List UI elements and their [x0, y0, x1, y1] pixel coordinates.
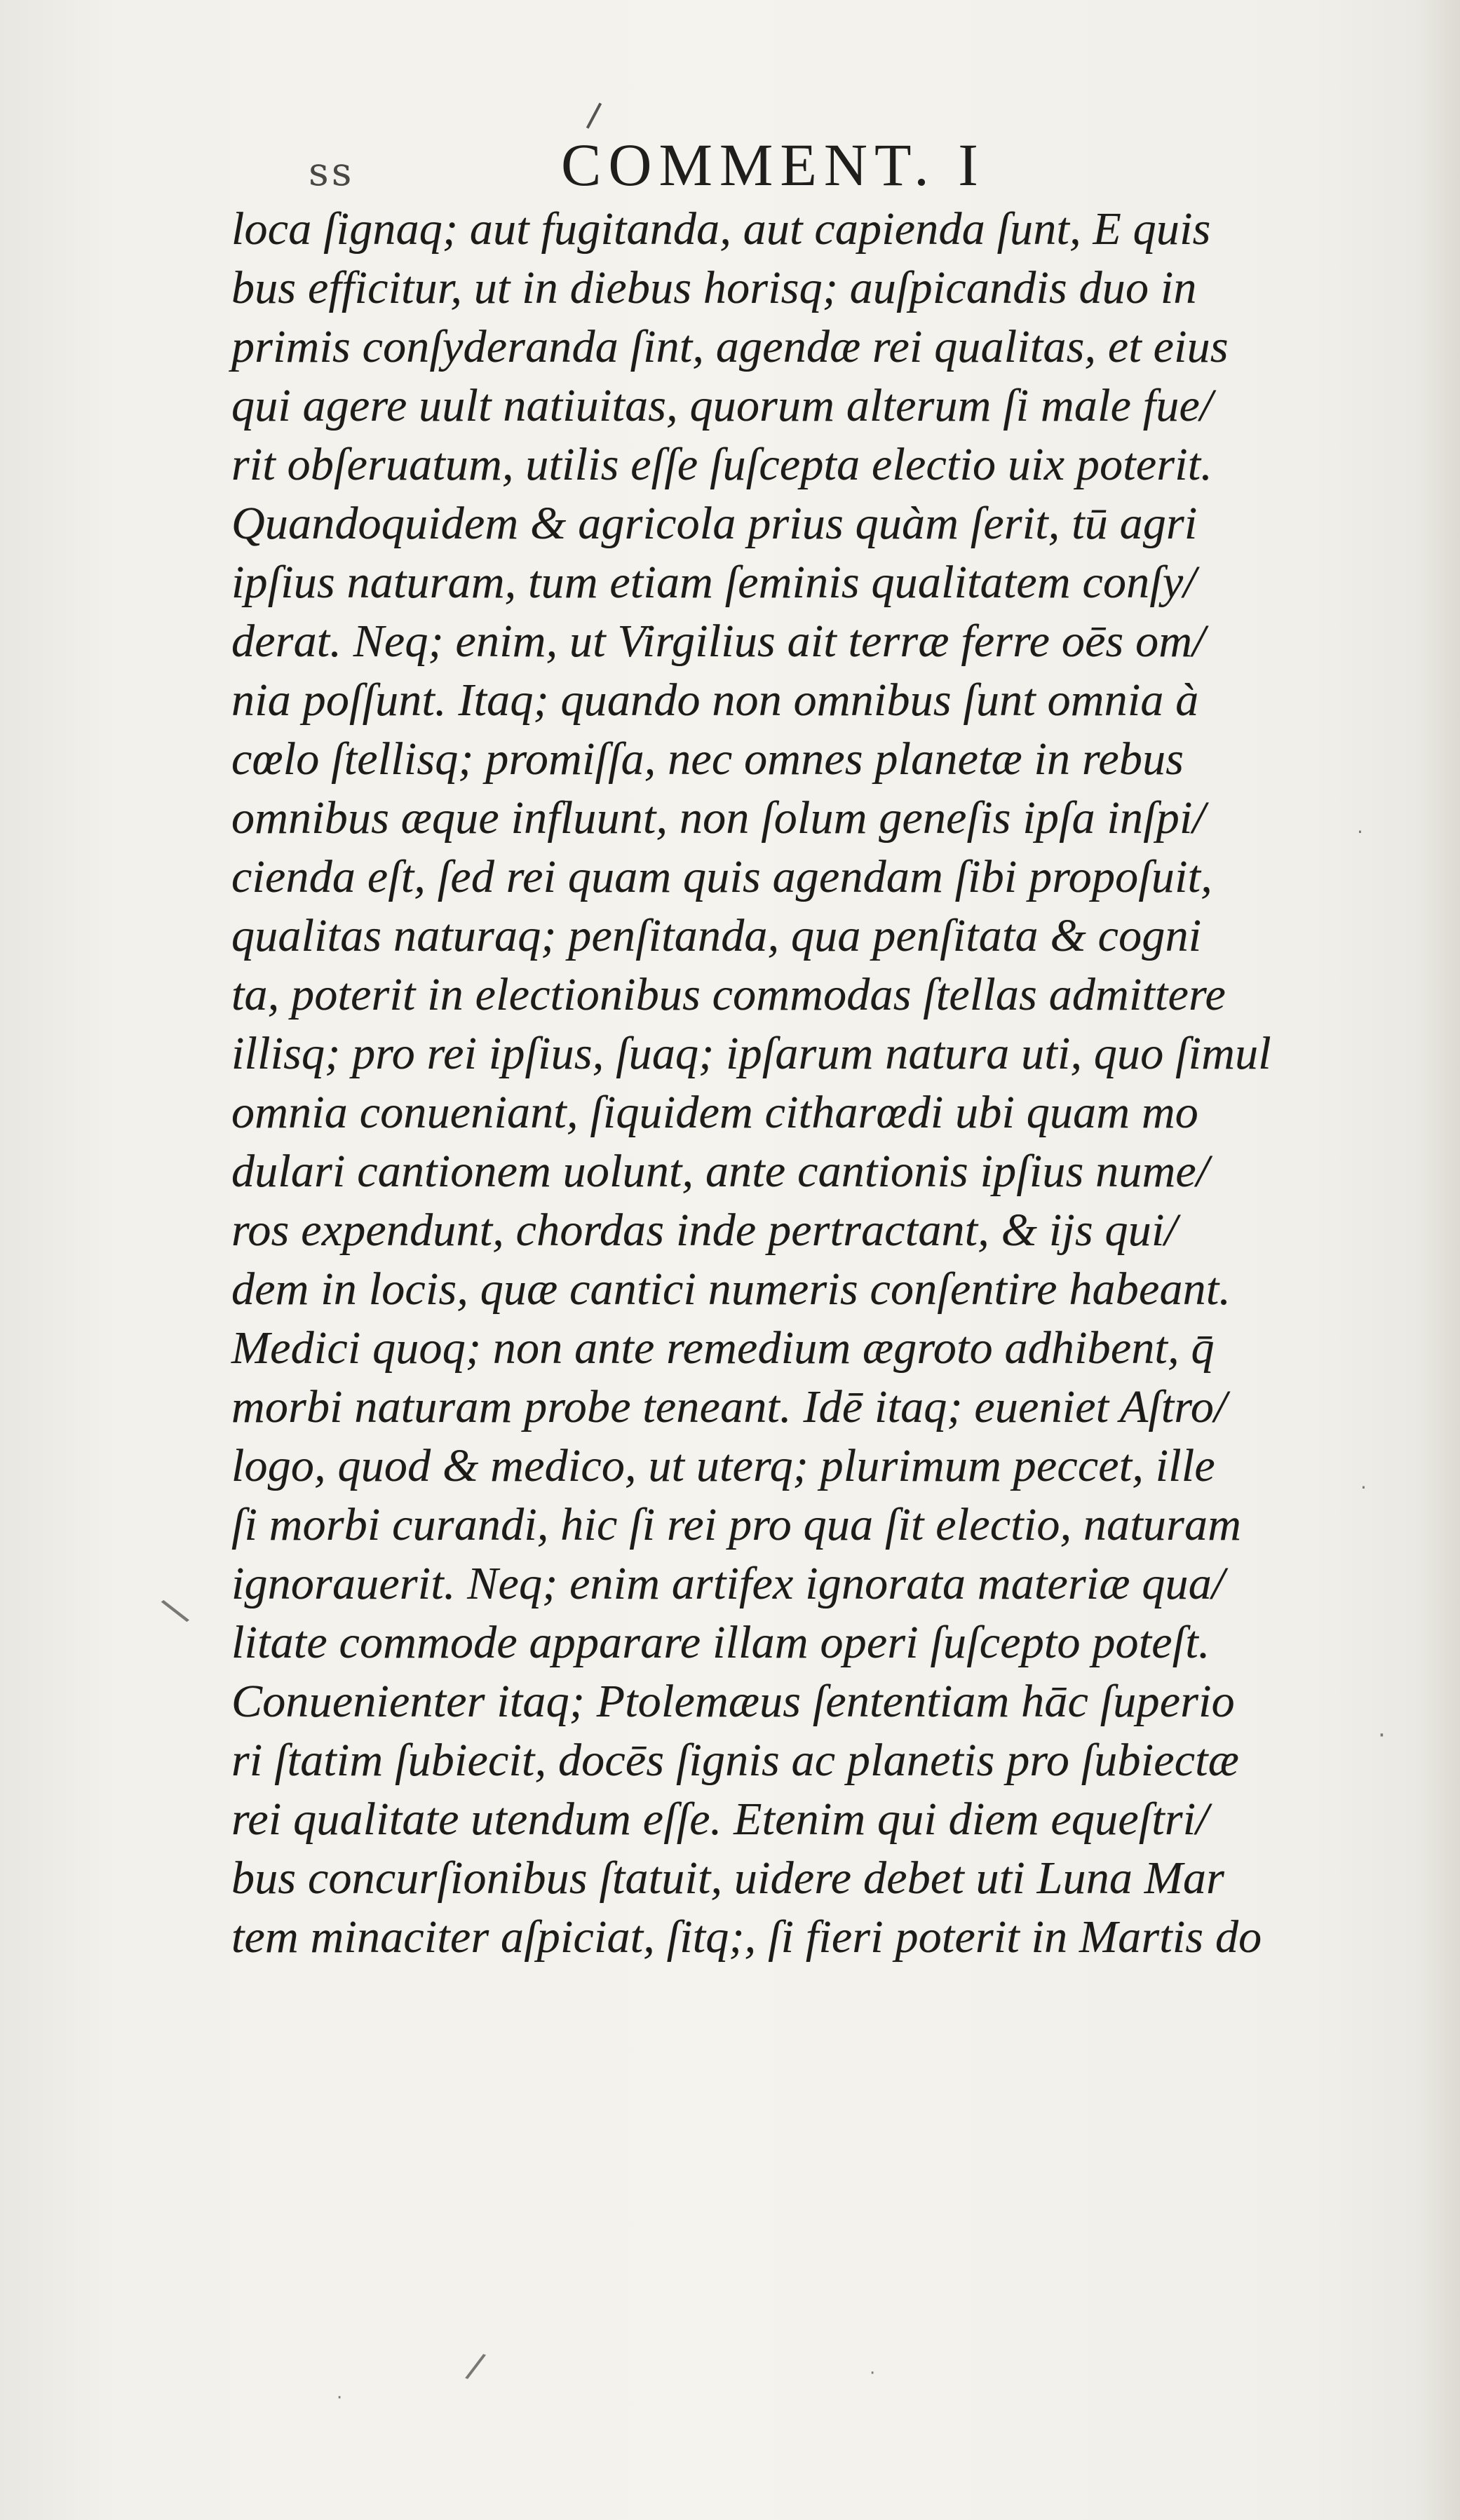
- ink-tick-mark: [586, 102, 602, 128]
- text-line: omnia conueniant, ſiquidem citharœdi ubi quam mo: [231, 1087, 1199, 1138]
- text-line: tem minaciter aſpiciat, ſitq;, ſi fieri poterit in Martis do: [231, 1911, 1262, 1963]
- text-line: loca ſignaq; aut fugitanda, aut capienda ſunt, E quis: [231, 203, 1211, 255]
- text-line: ta, poterit in electionibus commodas ſtellas admittere: [231, 969, 1226, 1020]
- text-line: ri ſtatim ſubiecit, docēs ſignis ac planetis pro ſubiectæ: [231, 1735, 1239, 1786]
- margin-stroke: \: [156, 1588, 193, 1632]
- text-line: ros expendunt, chordas inde pertractant, & ijs qui/: [231, 1205, 1178, 1256]
- text-line: qualitas naturaq; penſitanda, qua penſitata & cogni: [231, 910, 1202, 961]
- text-line: rei qualitate utendum eſſe. Etenim qui diem equeſtri/: [231, 1794, 1209, 1845]
- text-line: rit obſeruatum, utilis eſſe ſuſcepta electio uix poterit.: [231, 439, 1212, 490]
- text-line: dulari cantionem uolunt, ante cantionis ipſius nume/: [231, 1146, 1210, 1197]
- margin-speck: ·: [337, 2387, 343, 2409]
- text-line: nia poſſunt. Itaq; quando non omnibus ſunt omnia à: [231, 675, 1199, 726]
- text-line: morbi naturam probe teneant. Idē itaq; eueniet Aſtro/: [231, 1381, 1227, 1432]
- text-line: derat. Neq; enim, ut Virgilius ait terræ ferre oēs om/: [231, 616, 1205, 667]
- margin-stroke: /: [463, 2344, 489, 2387]
- text-line: Conuenienter itaq; Ptolemæus ſententiam hāc ſuperio: [231, 1676, 1235, 1727]
- text-line: ipſius naturam, tum etiam ſeminis qualitatem conſy/: [231, 557, 1196, 608]
- margin-speck: ·: [1357, 820, 1363, 844]
- margin-speck: ·: [1378, 1721, 1386, 1749]
- text-line: omnibus æque influunt, non ſolum geneſis ipſa inſpi/: [231, 792, 1206, 844]
- text-line: ignorauerit. Neq; enim artifex ignorata materiæ qua/: [231, 1558, 1225, 1609]
- text-line: illisq; pro rei ipſius, ſuaq; ipſarum natura uti, quo ſimul: [231, 1028, 1271, 1079]
- text-line: bus concurſionibus ſtatuit, uidere debet uti Luna Mar: [231, 1852, 1225, 1904]
- running-head: COMMENT. I: [561, 131, 985, 198]
- gutter-shadow: [1418, 0, 1460, 2520]
- folio-number: ss: [309, 149, 355, 195]
- text-line: logo, quod & medico, ut uterq; plurimum peccet, ille: [231, 1440, 1215, 1491]
- text-line: cienda eſt, ſed rei quam quis agendam ſibi propoſuit,: [231, 851, 1212, 902]
- margin-speck: ·: [870, 2363, 876, 2384]
- text-line: ſi morbi curandi, hic ſi rei pro qua ſit electio, naturam: [231, 1499, 1242, 1550]
- text-line: qui agere uult natiuitas, quorum alterum ſi male fue/: [231, 380, 1213, 431]
- text-line: primis conſyderanda ſint, agendæ rei qualitas, et eius: [231, 321, 1229, 372]
- text-line: Quandoquidem & agricola prius quàm ſerit, tū agri: [231, 498, 1198, 549]
- page-header: [231, 130, 1283, 207]
- text-line: cœlo ſtellisq; promiſſa, nec omnes planetæ in rebus: [231, 733, 1184, 785]
- body-text: [231, 200, 1339, 1967]
- text-line: bus efficitur, ut in diebus horisq; auſpicandis duo in: [231, 262, 1197, 313]
- text-line: litate commode apparare illam operi ſuſcepto poteſt.: [231, 1617, 1210, 1668]
- text-line: Medici quoq; non ante remedium ægroto adhibent, q̄: [231, 1322, 1215, 1374]
- margin-speck: ·: [1360, 1476, 1367, 1499]
- text-line: dem in locis, quæ cantici numeris conſentire habeant.: [231, 1264, 1231, 1315]
